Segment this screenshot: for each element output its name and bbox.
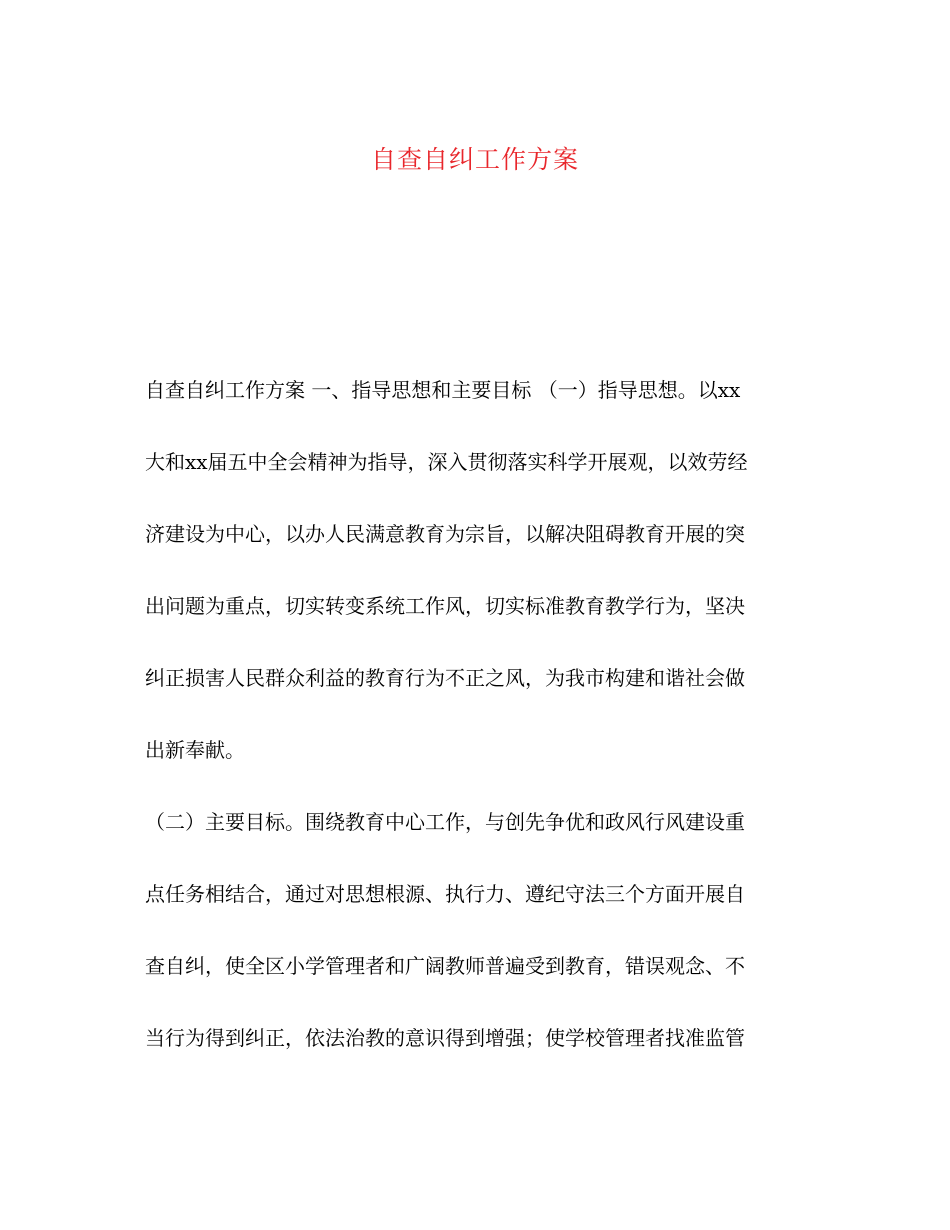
body-line: 自查自纠工作方案 一、指导思想和主要目标 （一）指导思想。以xx [145, 378, 741, 402]
body-line: 查自纠，使全区小学管理者和广阔教师普遍受到教育，错误观念、不 [145, 954, 745, 978]
body-line: 纠正损害人民群众利益的教育行为不正之风，为我市构建和谐社会做 [145, 666, 745, 690]
body-line: 大和xx届五中全会精神为指导，深入贯彻落实科学开展观，以效劳经 [145, 450, 748, 474]
document-body [145, 370, 810, 1090]
document-title: 自查自纠工作方案 [370, 145, 579, 174]
body-line: 济建设为中心，以办人民满意教育为宗旨，以解决阻碍教育开展的突 [145, 522, 745, 546]
body-line: 当行为得到纠正，依法治教的意识得到增强；使学校管理者找准监管 [145, 1026, 745, 1050]
body-line: 点任务相结合，通过对思想根源、执行力、遵纪守法三个方面开展自 [145, 882, 745, 906]
body-line: 出新奉献。 [145, 738, 245, 762]
body-line: （二）主要目标。围绕教育中心工作，与创先争优和政风行风建设重 [145, 810, 745, 834]
body-line: 出问题为重点，切实转变系统工作风，切实标准教育教学行为，坚决 [145, 594, 745, 618]
